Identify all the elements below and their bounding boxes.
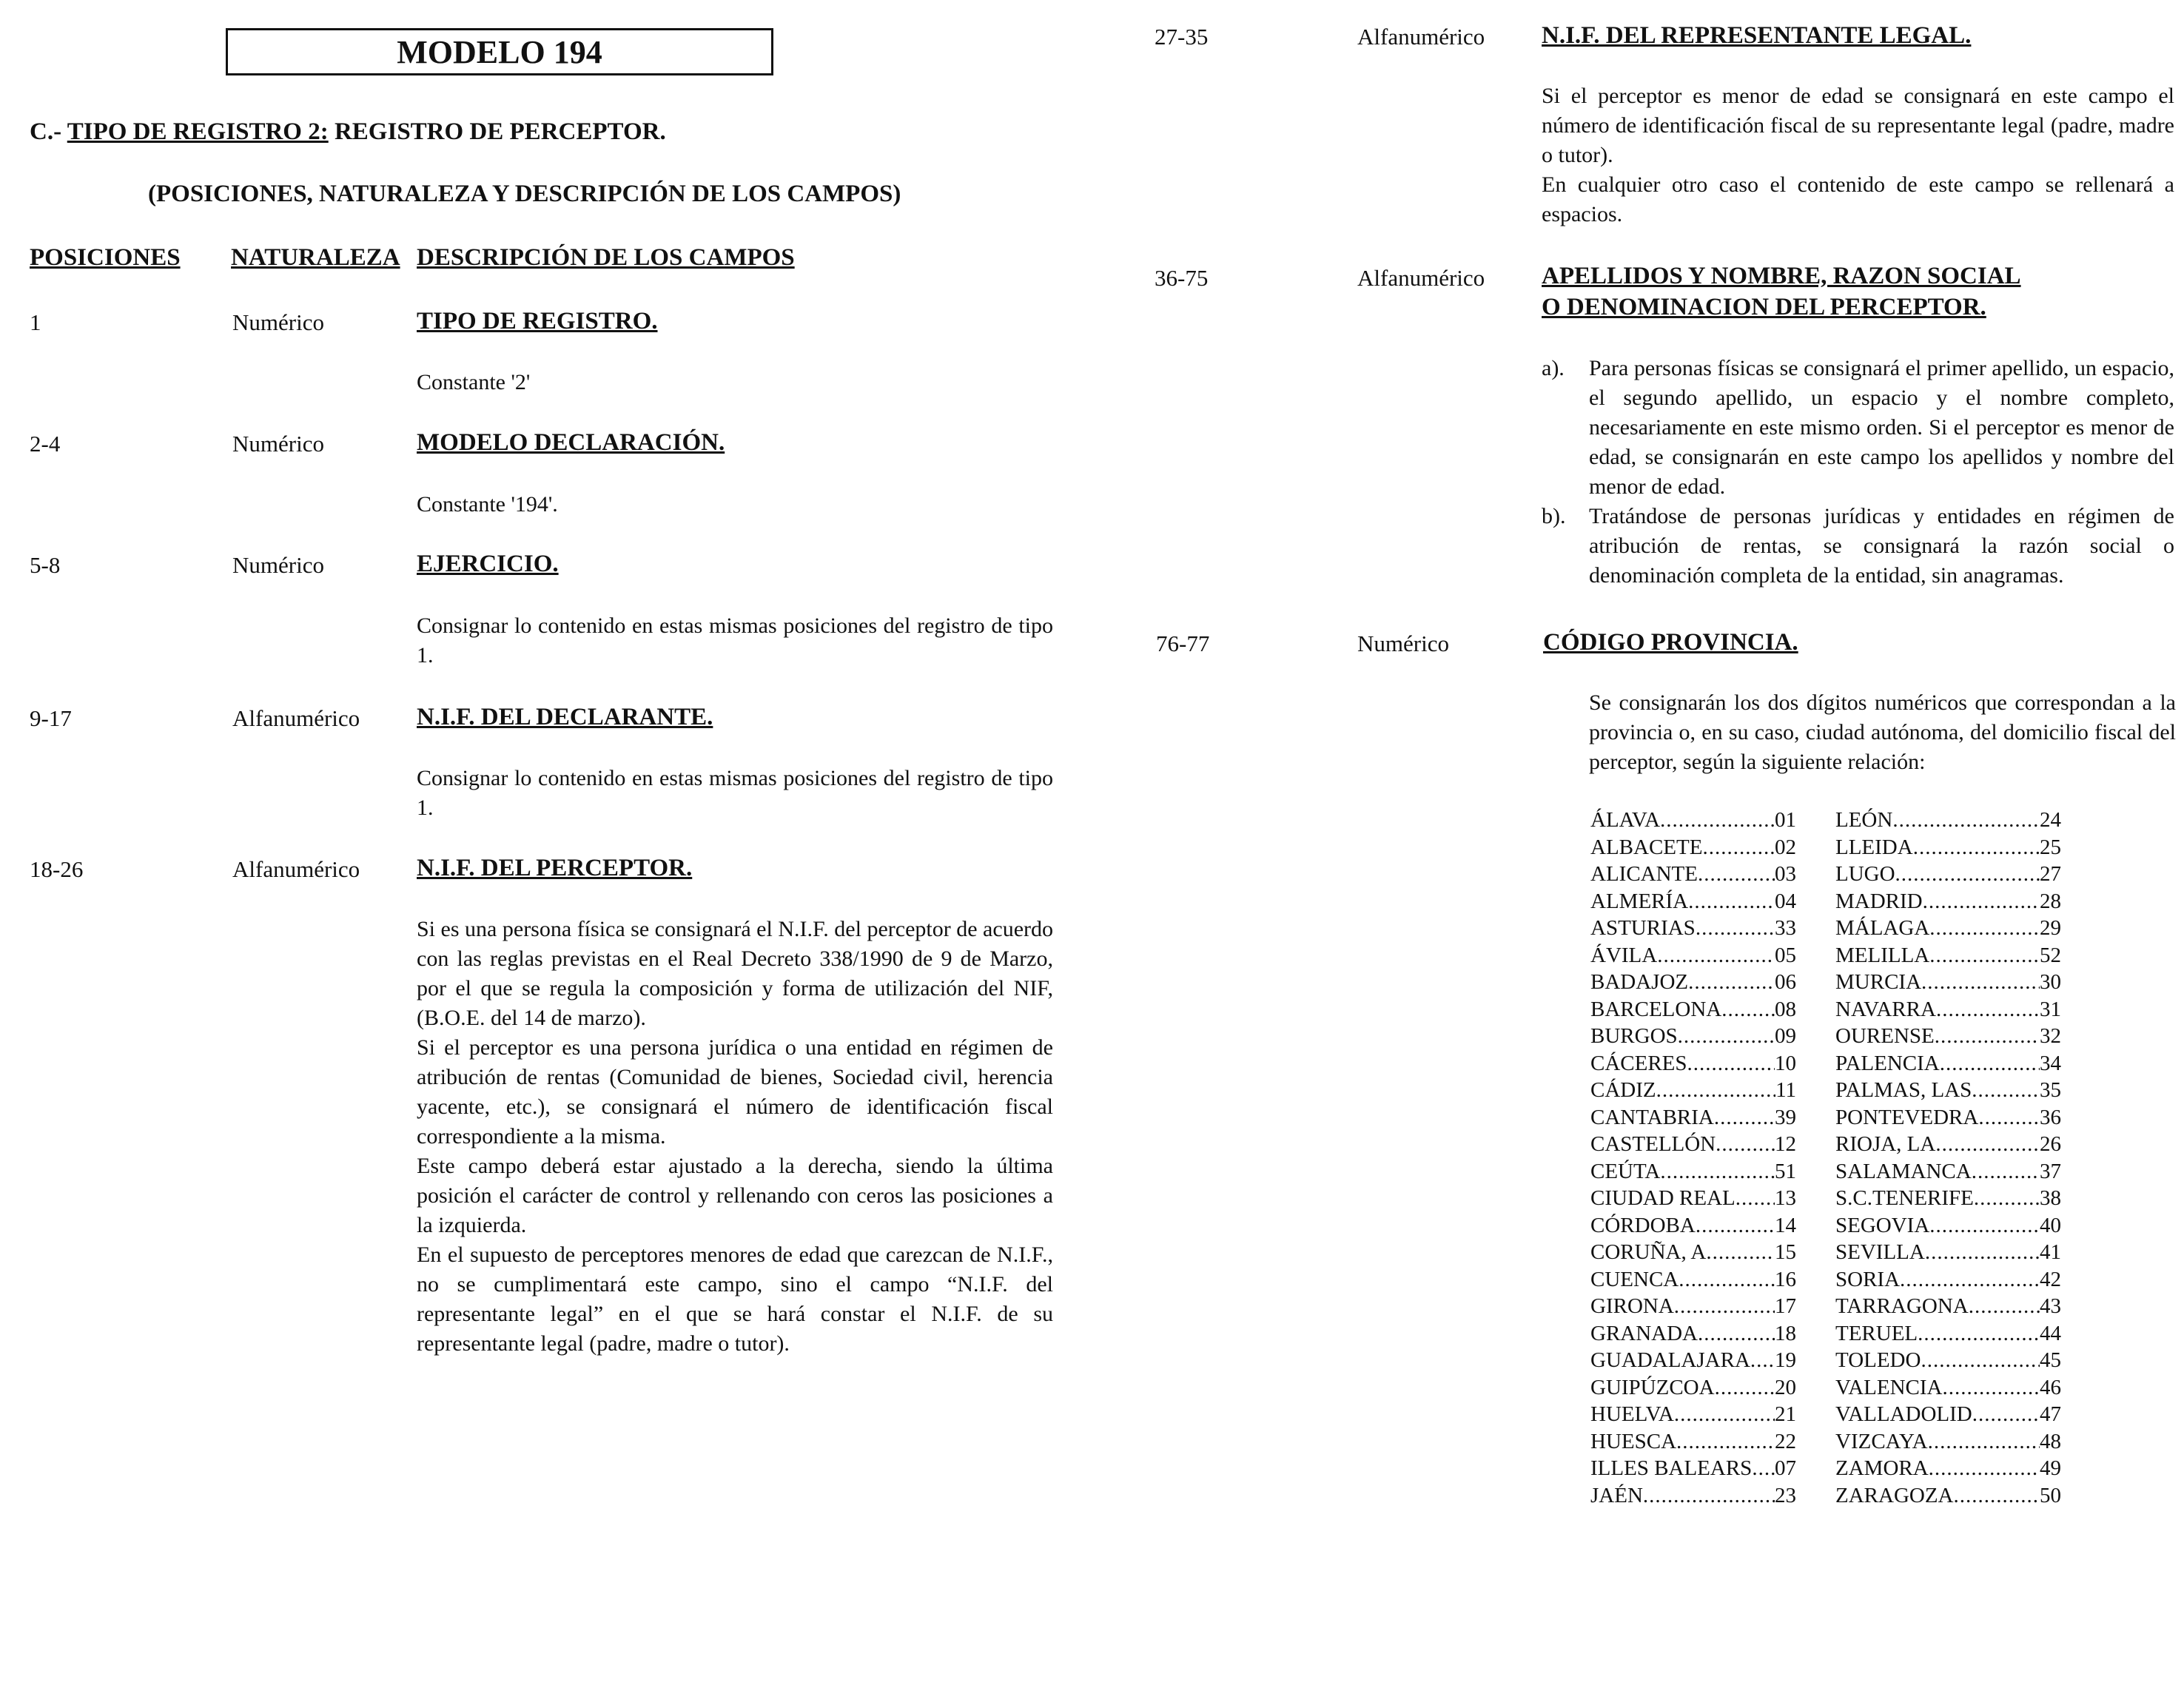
dot-leader [1929, 1212, 2040, 1240]
province-row [1590, 1266, 1796, 1294]
description-paragraph: En el supuesto de perceptores menores de edad que carezcan de N.I.F., no se cumplimentará este campo, sino el campo “N.I.F. del representante legal” en el que se hará constar el N.I.F. de su representante legal (padre, madre o tutor). [417, 1242, 1053, 1356]
province-code: 47 [2040, 1402, 2061, 1426]
province-row [1835, 1050, 2061, 1077]
field-name-line: APELLIDOS Y NOMBRE, RAZON SOCIAL [1542, 263, 2021, 289]
field-position: 76-77 [1156, 630, 1210, 656]
field-description: Constante '2' [417, 370, 531, 394]
province-code: 50 [2040, 1483, 2061, 1507]
field-name: EJERCICIO. [417, 551, 559, 577]
province-name: HUELVA [1590, 1402, 1674, 1426]
dot-leader [1706, 1239, 1775, 1266]
province-name: SORIA [1835, 1267, 1901, 1291]
province-name: GUIPÚZCOA [1590, 1375, 1715, 1399]
province-name: VIZCAYA [1835, 1429, 1928, 1453]
province-name: ALMERÍA [1590, 889, 1689, 913]
province-row [1835, 915, 2061, 942]
province-row [1590, 1239, 1796, 1266]
province-name: MÁLAGA [1835, 916, 1930, 940]
province-row [1835, 1293, 2061, 1320]
dot-leader [1715, 1374, 1775, 1402]
province-code: 28 [2040, 889, 2061, 913]
dot-leader [1660, 1158, 1775, 1186]
province-name: MELILLA [1835, 943, 1930, 967]
province-code: 01 [1775, 808, 1796, 832]
province-name: BADAJOZ [1590, 970, 1689, 994]
list-item-text: Tratándose de personas jurídicas y entidades en régimen de atribución de rentas, se consignará la razón social o denominación completa de la entidad, sin anagramas. [1589, 504, 2174, 588]
province-row [1590, 888, 1796, 915]
dot-leader [1696, 1212, 1775, 1240]
field-name-line: O DENOMINACION DEL PERCEPTOR. [1542, 294, 1986, 320]
field-type: Numérico [1357, 630, 1449, 656]
section-rest: REGISTRO DE PERCEPTOR. [328, 118, 666, 145]
province-code: 41 [2040, 1240, 2061, 1264]
field-name [1542, 260, 2021, 323]
list-item-label: a). [1542, 356, 1565, 380]
province-code: 11 [1775, 1078, 1796, 1102]
province-row [1590, 834, 1796, 861]
province-row [1835, 1077, 2061, 1104]
province-name: MADRID [1835, 889, 1923, 913]
column-header-descripcion: DESCRIPCIÓN DE LOS CAMPOS [417, 244, 795, 271]
dot-leader [1736, 1185, 1775, 1212]
province-code: 40 [2040, 1213, 2061, 1237]
province-code: 14 [1775, 1213, 1796, 1237]
province-code: 51 [1775, 1159, 1796, 1183]
dot-leader [1688, 888, 1775, 915]
field-description: Se consignarán los dos dígitos numéricos que correspondan a la provincia o, en su caso, ciudad autónoma, del domicilio fiscal del perceptor, según la siguiente relación: [1589, 690, 2176, 774]
dot-leader [1714, 1104, 1775, 1131]
field-position: 27-35 [1155, 24, 1209, 50]
province-name: TOLEDO [1835, 1348, 1921, 1372]
field-type: Alfanumérico [232, 705, 360, 731]
dot-leader [1657, 942, 1775, 969]
province-code: 45 [2040, 1348, 2061, 1372]
province-row [1590, 1401, 1796, 1428]
field-name: TIPO DE REGISTRO. [417, 308, 658, 334]
province-name: ASTURIAS [1590, 916, 1696, 940]
province-code: 49 [2040, 1456, 2061, 1480]
province-name: PALMAS, LAS [1835, 1078, 1972, 1102]
field-name: N.I.F. DEL REPRESENTANTE LEGAL. [1542, 22, 1972, 49]
description-paragraph: Si el perceptor es una persona jurídica o una entidad en régimen de atribución de rentas (Comunidad de bienes, Sociedad civil, herencia yacente, etc.), se consignará el número de identificación fiscal correspondiente a la misma. [417, 1035, 1053, 1149]
field-type: Alfanumérico [1357, 265, 1485, 291]
province-row [1835, 1158, 2061, 1186]
province-code: 08 [1775, 997, 1796, 1021]
province-code: 15 [1775, 1240, 1796, 1264]
dot-leader [1929, 942, 2040, 969]
province-code: 03 [1775, 862, 1796, 886]
province-name: SEGOVIA [1835, 1213, 1930, 1237]
province-name: LUGO [1835, 862, 1895, 886]
province-code: 02 [1775, 835, 1796, 859]
province-row [1835, 1185, 2061, 1212]
province-row [1590, 1023, 1796, 1050]
province-code: 38 [2040, 1186, 2061, 1210]
province-code: 25 [2040, 835, 2061, 859]
province-row [1835, 1347, 2061, 1374]
province-name: RIOJA, LA [1835, 1132, 1936, 1156]
section-prefix: C.- [30, 118, 67, 145]
list-item [1542, 354, 2174, 502]
description-paragraph: Si el perceptor es menor de edad se consignará en este campo el número de identificación fiscal de su representante legal (padre, madre o tutor). [1542, 84, 2174, 167]
province-code: 19 [1775, 1348, 1796, 1372]
field-position: 5-8 [30, 552, 61, 578]
dot-leader [1698, 861, 1775, 888]
field-type: Alfanumérico [232, 856, 360, 882]
field-type: Numérico [232, 309, 324, 335]
province-name: LEÓN [1835, 808, 1893, 832]
province-row [1590, 1455, 1796, 1482]
province-row [1835, 996, 2061, 1023]
province-row [1835, 861, 2061, 888]
province-row [1835, 1320, 2061, 1348]
dot-leader [1972, 1077, 2040, 1104]
province-name: GIRONA [1590, 1294, 1674, 1318]
province-code: 24 [2040, 808, 2061, 832]
province-row [1590, 1131, 1796, 1158]
dot-leader [1925, 1239, 2040, 1266]
province-row [1590, 807, 1796, 834]
province-row [1590, 1050, 1796, 1077]
province-code: 30 [2040, 970, 2061, 994]
dot-leader [1721, 996, 1775, 1023]
dot-leader [1660, 807, 1775, 834]
province-name: CUENCA [1590, 1267, 1679, 1291]
field-position: 2-4 [30, 431, 61, 457]
province-code: 42 [2040, 1267, 2061, 1291]
province-name: CÁCERES [1590, 1051, 1687, 1075]
province-row [1590, 1185, 1796, 1212]
province-code: 26 [2040, 1132, 2061, 1156]
dot-leader [1954, 1482, 2040, 1510]
dot-leader [1936, 996, 2040, 1023]
province-row [1835, 1104, 2061, 1131]
dot-leader [1921, 1347, 2040, 1374]
province-name: MURCIA [1835, 970, 1922, 994]
province-row [1590, 1077, 1796, 1104]
dot-leader [1929, 915, 2040, 942]
province-name: OURENSE [1835, 1024, 1935, 1048]
province-code: 52 [2040, 943, 2061, 967]
column-header-naturaleza: NATURALEZA [231, 244, 400, 271]
description-paragraph: Este campo deberá estar ajustado a la derecha, siendo la última posición el carácter de control y rellenando con ceros las posiciones a la izquierda. [417, 1154, 1053, 1237]
field-name: MODELO DECLARACIÓN. [417, 429, 725, 456]
dot-leader [1900, 1266, 2040, 1294]
field-position: 36-75 [1155, 265, 1209, 291]
province-code: 44 [2040, 1321, 2061, 1345]
province-code: 35 [2040, 1078, 2061, 1102]
dot-leader [1913, 834, 2040, 861]
field-description: Consignar lo contenido en estas mismas posiciones del registro de tipo 1. [417, 766, 1053, 820]
dot-leader [1923, 888, 2040, 915]
province-row [1590, 1482, 1796, 1510]
province-code: 27 [2040, 862, 2061, 886]
dot-leader [1972, 1158, 2040, 1186]
province-name: SEVILLA [1835, 1240, 1925, 1264]
province-row [1835, 942, 2061, 969]
province-name: CÓRDOBA [1590, 1213, 1696, 1237]
dot-leader [1918, 1320, 2040, 1348]
province-row [1590, 1347, 1796, 1374]
province-code: 39 [1775, 1105, 1796, 1129]
dot-leader [1716, 1131, 1775, 1158]
province-row [1590, 1158, 1796, 1186]
province-row [1835, 1239, 2061, 1266]
province-code: 06 [1775, 970, 1796, 994]
field-type: Alfanumérico [1357, 24, 1485, 50]
province-code: 04 [1775, 889, 1796, 913]
dot-leader [1676, 1428, 1775, 1456]
dot-leader [1942, 1374, 2040, 1402]
province-row [1590, 1104, 1796, 1131]
province-row [1835, 1455, 2061, 1482]
field-description: Constante '194'. [417, 492, 558, 517]
province-name: VALENCIA [1835, 1375, 1943, 1399]
province-name: HUESCA [1590, 1429, 1677, 1453]
province-row [1835, 1428, 2061, 1456]
dot-leader [1935, 1131, 2040, 1158]
dot-leader [1929, 1455, 2040, 1482]
province-list-right [1835, 807, 2061, 1509]
province-code: 09 [1775, 1024, 1796, 1048]
province-row [1590, 1428, 1796, 1456]
province-row [1835, 1023, 2061, 1050]
list-item-label: b). [1542, 504, 1566, 528]
province-code: 21 [1775, 1402, 1796, 1426]
province-code: 31 [2040, 997, 2061, 1021]
province-code: 07 [1775, 1456, 1796, 1480]
dot-leader [1678, 1023, 1775, 1050]
province-code: 29 [2040, 916, 2061, 940]
province-row [1835, 1482, 2061, 1510]
list-item [1542, 502, 2174, 591]
description-paragraph: En cualquier otro caso el contenido de este campo se rellenará a espacios. [1542, 172, 2174, 226]
province-name: BURGOS [1590, 1024, 1678, 1048]
province-code: 18 [1775, 1321, 1796, 1345]
province-code: 34 [2040, 1051, 2061, 1075]
dot-leader [1674, 1293, 1775, 1320]
dot-leader [1969, 1293, 2040, 1320]
province-name: CANTABRIA [1590, 1105, 1714, 1129]
province-name: BARCELONA [1590, 997, 1722, 1021]
province-row [1590, 915, 1796, 942]
province-code: 17 [1775, 1294, 1796, 1318]
dot-leader [1702, 834, 1775, 861]
province-name: SALAMANCA [1835, 1159, 1972, 1183]
province-row [1835, 834, 2061, 861]
field-description-list [1542, 354, 2174, 591]
province-code: 36 [2040, 1105, 2061, 1129]
document-title: MODELO 194 [226, 28, 773, 75]
province-name: CEÚTA [1590, 1159, 1661, 1183]
province-row [1835, 888, 2061, 915]
dot-leader [1679, 1266, 1775, 1294]
province-name: JAÉN [1590, 1483, 1643, 1507]
province-name: CIUDAD REAL [1590, 1186, 1736, 1210]
field-name: CÓDIGO PROVINCIA. [1543, 629, 1798, 656]
field-description [417, 915, 1053, 1359]
province-code: 20 [1775, 1375, 1796, 1399]
dot-leader [1643, 1482, 1775, 1510]
dot-leader [1921, 969, 2040, 996]
section-type: TIPO DE REGISTRO 2: [67, 118, 329, 145]
field-name: N.I.F. DEL PERCEPTOR. [417, 855, 693, 881]
column-header-posiciones: POSICIONES [30, 244, 181, 271]
dot-leader [1895, 861, 2040, 888]
province-row [1835, 1266, 2061, 1294]
province-code: 13 [1775, 1186, 1796, 1210]
province-row [1590, 1374, 1796, 1402]
province-code: 16 [1775, 1267, 1796, 1291]
province-code: 05 [1775, 943, 1796, 967]
province-code: 37 [2040, 1159, 2061, 1183]
province-code: 46 [2040, 1375, 2061, 1399]
dot-leader [1892, 807, 2040, 834]
province-row [1590, 1320, 1796, 1348]
province-row [1835, 1131, 2061, 1158]
province-row [1590, 942, 1796, 969]
province-row [1590, 969, 1796, 996]
dot-leader [1674, 1401, 1775, 1428]
province-name: TERUEL [1835, 1321, 1918, 1345]
province-row [1590, 861, 1796, 888]
province-name: CORUÑA, A [1590, 1240, 1707, 1264]
province-row [1835, 1212, 2061, 1240]
field-description [1542, 81, 2174, 229]
province-name: ZARAGOZA [1835, 1483, 1954, 1507]
province-name: GUADALAJARA [1590, 1348, 1750, 1372]
dot-leader [1935, 1023, 2040, 1050]
field-type: Numérico [232, 552, 324, 578]
province-code: 10 [1775, 1051, 1796, 1075]
province-code: 32 [2040, 1024, 2061, 1048]
province-name: ILLES BALEARS [1590, 1456, 1753, 1480]
field-position: 1 [30, 309, 41, 335]
dot-leader [1687, 1050, 1775, 1077]
field-position: 18-26 [30, 856, 84, 882]
dot-leader [1928, 1428, 2040, 1456]
dot-leader [1656, 1077, 1775, 1104]
province-name: VALLADOLID [1835, 1402, 1972, 1426]
dot-leader [1978, 1104, 2040, 1131]
description-paragraph: Si es una persona física se consignará el N.I.F. del perceptor de acuerdo con las reglas previstas en el Real Decreto 338/1990 de 9 de Marzo, por el que se regula la composición y forma de utilización del NIF, (B.O.E. del 14 de marzo). [417, 917, 1053, 1030]
province-name: ALBACETE [1590, 835, 1703, 859]
dot-leader [1972, 1401, 2040, 1428]
province-row [1835, 969, 2061, 996]
province-row [1835, 1374, 2061, 1402]
dot-leader [1940, 1050, 2040, 1077]
dot-leader [1688, 969, 1775, 996]
province-name: PALENCIA [1835, 1051, 1940, 1075]
field-position: 9-17 [30, 705, 72, 731]
province-name: S.C.TENERIFE [1835, 1186, 1974, 1210]
province-name: GRANADA [1590, 1321, 1698, 1345]
field-description: Consignar lo contenido en estas mismas posiciones del registro de tipo 1. [417, 613, 1053, 667]
province-name: LLEIDA [1835, 835, 1913, 859]
dot-leader [1974, 1185, 2040, 1212]
section-subtitle: (POSICIONES, NATURALEZA Y DESCRIPCIÓN DE LOS CAMPOS) [148, 181, 901, 207]
province-code: 22 [1775, 1429, 1796, 1453]
dot-leader [1750, 1347, 1775, 1374]
province-name: ÁVILA [1590, 943, 1658, 967]
province-code: 43 [2040, 1294, 2061, 1318]
province-code: 23 [1775, 1483, 1796, 1507]
province-row [1835, 807, 2061, 834]
province-name: ALICANTE [1590, 862, 1698, 886]
province-code: 48 [2040, 1429, 2061, 1453]
dot-leader [1752, 1455, 1775, 1482]
section-heading [30, 118, 666, 146]
dot-leader [1696, 915, 1775, 942]
province-name: CÁDIZ [1590, 1078, 1656, 1102]
field-type: Numérico [232, 431, 324, 457]
province-name: ZAMORA [1835, 1456, 1929, 1480]
province-name: NAVARRA [1835, 997, 1936, 1021]
province-list-left [1590, 807, 1796, 1509]
province-row [1835, 1401, 2061, 1428]
province-row [1590, 996, 1796, 1023]
province-row [1590, 1212, 1796, 1240]
province-name: TARRAGONA [1835, 1294, 1969, 1318]
province-name: ÁLAVA [1590, 808, 1661, 832]
field-name: N.I.F. DEL DECLARANTE. [417, 704, 713, 730]
province-name: PONTEVEDRA [1835, 1105, 1979, 1129]
province-code: 33 [1775, 916, 1796, 940]
province-code: 12 [1775, 1132, 1796, 1156]
province-row [1590, 1293, 1796, 1320]
list-item-text: Para personas físicas se consignará el primer apellido, un espacio, el segundo apellido, un espacio y el nombre completo, necesariamente en este mismo orden. Si el perceptor es menor de edad, se consignarán en este campo los apellidos y nombre del menor de edad. [1589, 356, 2174, 499]
dot-leader [1698, 1320, 1775, 1348]
province-name: CASTELLÓN [1590, 1132, 1716, 1156]
